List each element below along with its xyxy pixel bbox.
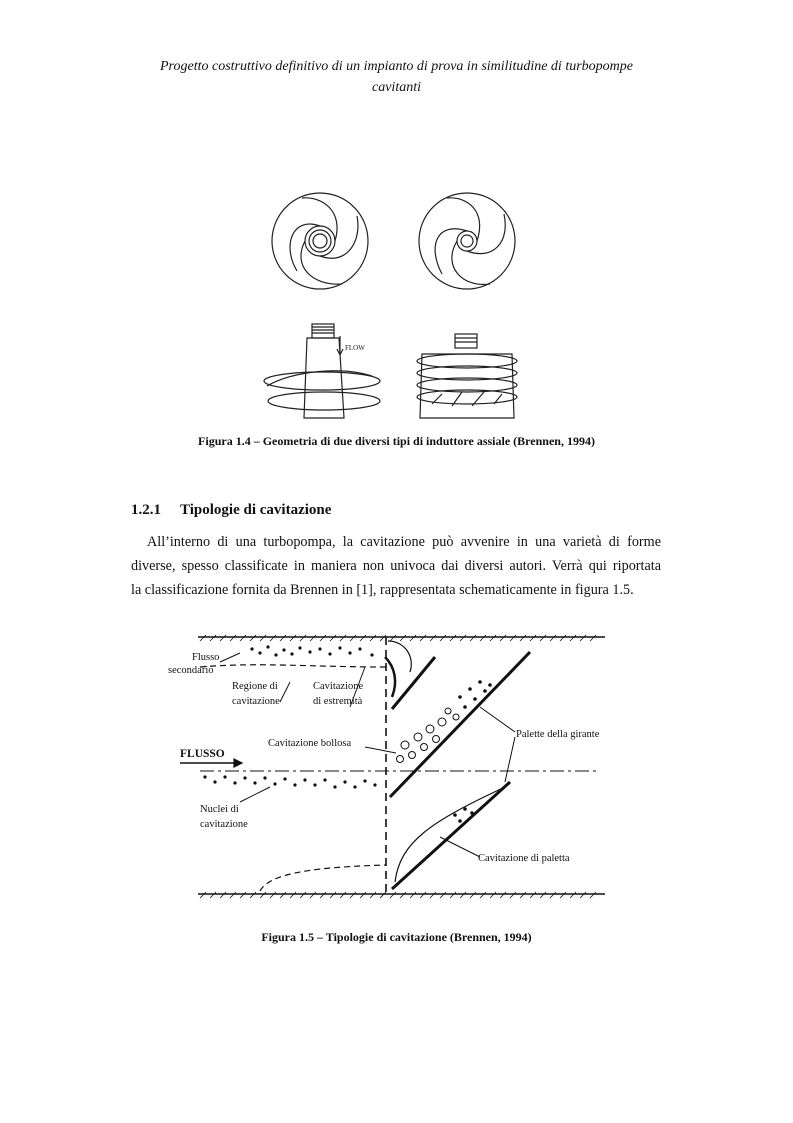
label-paletta: Cavitazione di paletta (478, 853, 570, 864)
figure-1-5-diagram (160, 627, 620, 922)
inlet-boundary (260, 865, 386, 891)
flusso-arrowhead-icon (234, 759, 242, 767)
inducer-top-view-left (272, 193, 368, 289)
figure-1-5-caption: Figura 1.5 – Tipologie di cavitazione (Brennen, 1994) (261, 930, 532, 944)
label-nuclei-2: cavitazione (200, 819, 248, 830)
blade-top (392, 657, 435, 709)
paragraph-line-3: la classificazione fornita da Brennen in [1], rappresentata schematicamente in figura 1.5. (131, 582, 634, 598)
flow-label: FLOW (345, 344, 365, 352)
inducer-side-view-right (417, 334, 517, 418)
paragraph-line-2: diverse, spesso classificate in maniera non univoca dai diversi autori. Verrà qui riportata (131, 558, 661, 574)
label-bollosa: Cavitazione bollosa (268, 738, 352, 749)
figure-1-4-caption: Figura 1.4 – Geometria di due diversi tipi di induttore assiale (Brennen, 1994) (198, 434, 595, 448)
figure-1-4-drawing (262, 186, 532, 422)
paragraph-line-1: All’interno di una turbopompa, la cavitazione può avvenire in una varietà di forme (147, 534, 661, 550)
inducer-top-view-right (419, 193, 515, 289)
label-palette: Palette della girante (516, 729, 600, 740)
label-regione-2: cavitazione (232, 696, 280, 707)
secondary-flow-boundary (200, 665, 386, 667)
body-paragraph (131, 530, 661, 602)
cavitation-bubbles (203, 645, 491, 822)
label-estremita-1: Cavitazione (313, 681, 364, 692)
blade-middle (390, 652, 530, 797)
label-flusso-2: secondario (168, 665, 214, 676)
blade-bottom (392, 782, 510, 889)
label-flusso-1: Flusso (192, 652, 220, 663)
label-regione-1: Regione di (232, 681, 278, 692)
inducer-side-view-left (264, 324, 380, 418)
header-line-1: Progetto costruttivo definitivo di un impianto di prova in similitudine di turbopompe (160, 59, 633, 74)
section-heading (131, 502, 331, 519)
header-line-2: cavitanti (372, 80, 421, 95)
bottom-wall-hatch (200, 892, 596, 898)
label-flusso: FLUSSO (180, 748, 225, 760)
top-wall-hatch (200, 635, 596, 641)
section-number: 1.2.1 (131, 502, 161, 518)
section-title: Tipologie di cavitazione (180, 502, 332, 518)
label-nuclei-1: Nuclei di (200, 804, 239, 815)
label-estremita-2: di estremità (313, 696, 363, 707)
running-header (110, 56, 683, 98)
